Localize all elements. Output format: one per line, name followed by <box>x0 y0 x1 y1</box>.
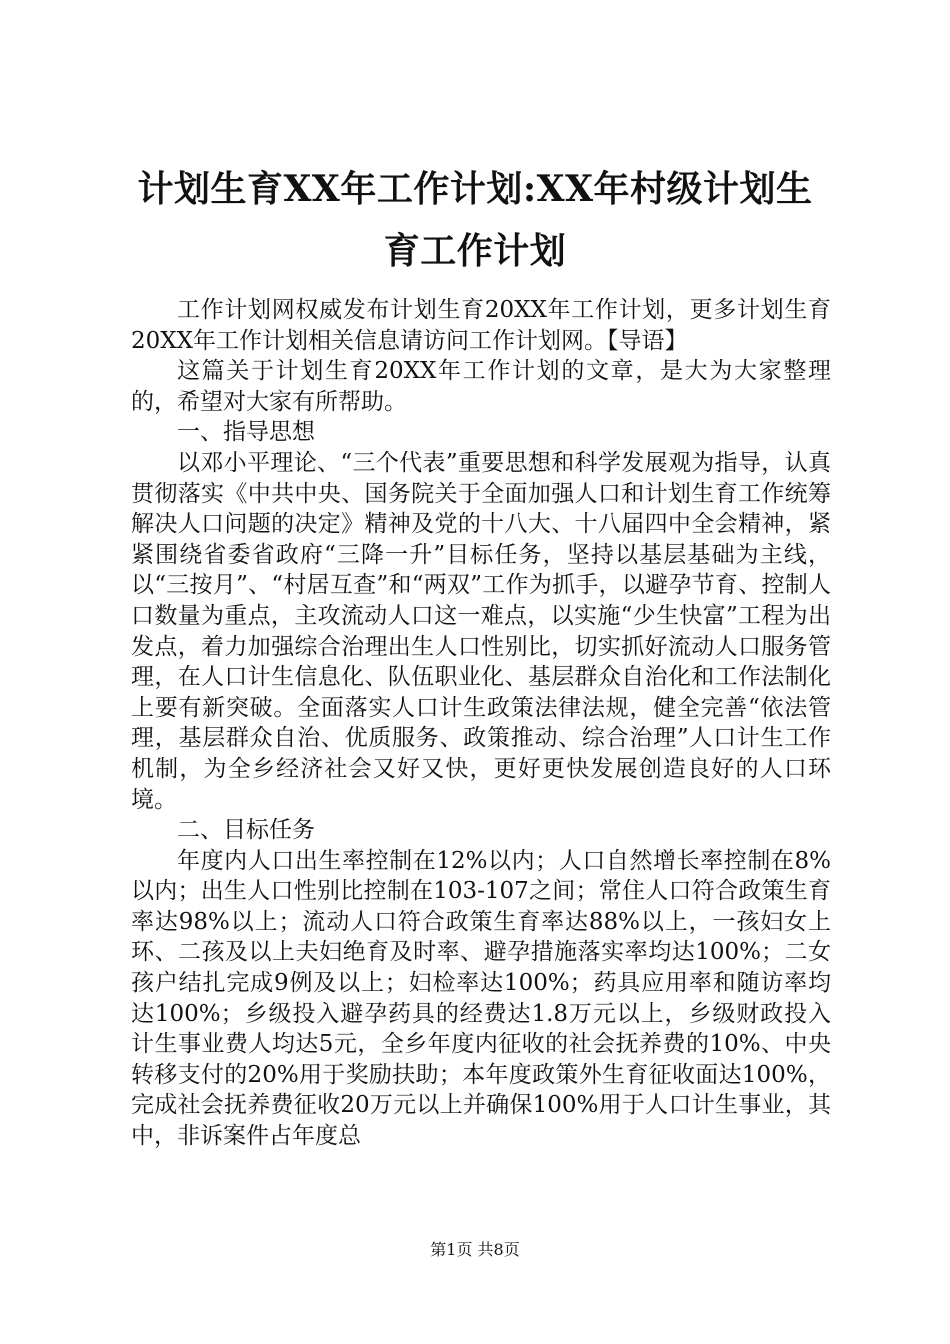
document-title: 计划生育XX年工作计划:XX年村级计划生育工作计划 <box>137 168 813 272</box>
page-number-footer: 第1页 共8页 <box>430 1240 520 1259</box>
paragraph-guiding-thought: 以邓小平理论、“三个代表”重要思想和科学发展观为指导，认真贯彻落实《中共中央、国务院关于全面加强人口和计划生育工作统筹解决人口问题的决定》精神及党的十八大、十八届四中全会精神，紧紧围绕省委省政府“三降一升”目标任务，坚持以基层基础为主线，以“三按月”、“村居互查”和“两双”工作为抓手，以避孕节育、控制人口数量为重点，主攻流动人口这一难点，以实施“少生快富”工程为出发点，着力加强综合治理出生人口性别比，切实抓好流动人口服务管理，在人口计生信息化、队伍职业化、基层群众自治化和工作法制化上要有新突破。全面落实人口计生政策法律法规，健全完善“依法管理，基层群众自治、优质服务、政策推动、综合治理”人口计生工作机制，为全乡经济社会又好又快，更好更快发展创造良好的人口环境。 <box>131 449 831 813</box>
document-body <box>131 295 831 1152</box>
paragraph-intro: 工作计划网权威发布计划生育20XX年工作计划，更多计划生育20XX年工作计划相关信息请访问工作计划网。【导语】 <box>131 297 831 354</box>
section-heading-targets: 二、目标任务 <box>177 817 315 844</box>
paragraph-targets: 年度内人口出生率控制在12%以内；人口自然增长率控制在8%以内；出生人口性别比控制在103-107之间；常住人口符合政策生育率达98%以上；流动人口符合政策生育率达88%以上，一孩妇女上环、二孩及以上夫妇绝育及时率、避孕措施落实率均达100%；二女孩户结扎完成9例及以上；妇检率达100%；药具应用率和随访率均达100%；乡级投入避孕药具的经费达1.8万元以上，乡级财政投入计生事业费人均达5元，全乡年度内征收的社会抚养费的10%、中央转移支付的20%用于奖励扶助；本年度政策外生育征收面达100%，完成社会抚养费征收20万元以上并确保100%用于人口计生事业，其中，非诉案件占年度总 <box>131 847 831 1150</box>
paragraph-guide: 这篇关于计划生育20XX年工作计划的文章，是大为大家整理的，希望对大家有所帮助。 <box>131 358 831 415</box>
section-heading-guiding-thought: 一、指导思想 <box>177 419 315 446</box>
